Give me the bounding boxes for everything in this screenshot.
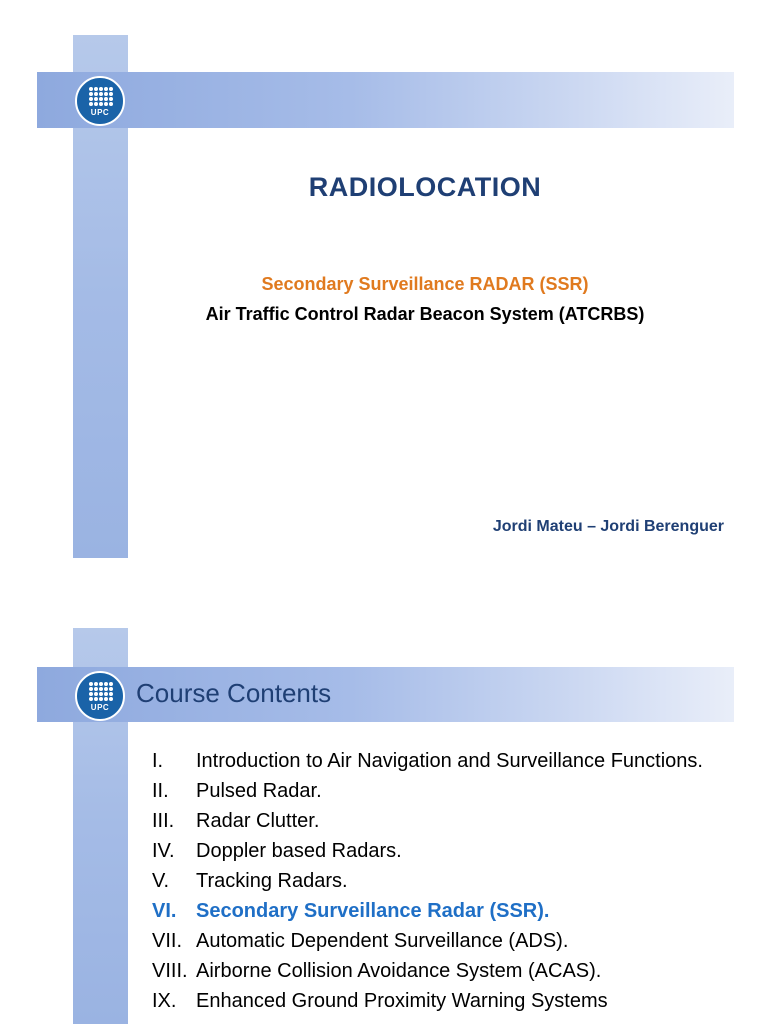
list-item-current <box>152 896 712 926</box>
list-item <box>152 746 712 776</box>
logo-dot-grid <box>89 87 113 107</box>
item-text: Radar Clutter. <box>196 810 320 832</box>
item-number: IV. <box>152 840 175 862</box>
item-text: Pulsed Radar. <box>196 780 322 802</box>
logo-label: UPC <box>90 108 110 117</box>
logo-dot-grid <box>89 682 113 702</box>
item-text: Introduction to Air Navigation and Surveillance Functions. <box>196 750 703 772</box>
authors: Jordi Mateu – Jordi Berenguer <box>492 518 724 535</box>
item-number: VI. <box>152 900 177 922</box>
slide-heading: Course Contents <box>136 678 332 708</box>
subtitle-atcrbs: Air Traffic Control Radar Beacon System (ATCRBS) <box>205 304 645 324</box>
contents-slide <box>0 610 768 1024</box>
header-band <box>37 72 734 128</box>
item-text: Tracking Radars. <box>196 870 348 892</box>
slide-title: RADIOLOCATION <box>308 172 542 202</box>
subtitle-ssr: Secondary Surveillance RADAR (SSR) <box>261 274 589 294</box>
list-item <box>152 926 712 956</box>
item-text: Enhanced Ground Proximity Warning Systems <box>196 990 608 1012</box>
course-contents-list <box>152 746 712 1016</box>
logo-label: UPC <box>90 703 110 712</box>
list-item <box>152 866 712 896</box>
item-number: IX. <box>152 990 177 1012</box>
item-number: VIII. <box>152 960 188 982</box>
upc-logo-icon <box>75 76 125 126</box>
list-item <box>152 956 712 986</box>
item-text: Airborne Collision Avoidance System (ACAS). <box>196 960 602 982</box>
item-text: Secondary Surveillance Radar (SSR). <box>196 900 550 922</box>
item-number: III. <box>152 810 175 832</box>
item-number: II. <box>152 780 169 802</box>
item-text: Automatic Dependent Surveillance (ADS). <box>196 930 569 952</box>
list-item <box>152 776 712 806</box>
item-number: V. <box>152 870 170 892</box>
list-item <box>152 986 712 1016</box>
item-text: Doppler based Radars. <box>196 840 402 862</box>
list-item <box>152 806 712 836</box>
item-number: I. <box>152 750 164 772</box>
item-number: VII. <box>152 930 183 952</box>
upc-logo-icon <box>75 671 125 721</box>
list-item <box>152 836 712 866</box>
